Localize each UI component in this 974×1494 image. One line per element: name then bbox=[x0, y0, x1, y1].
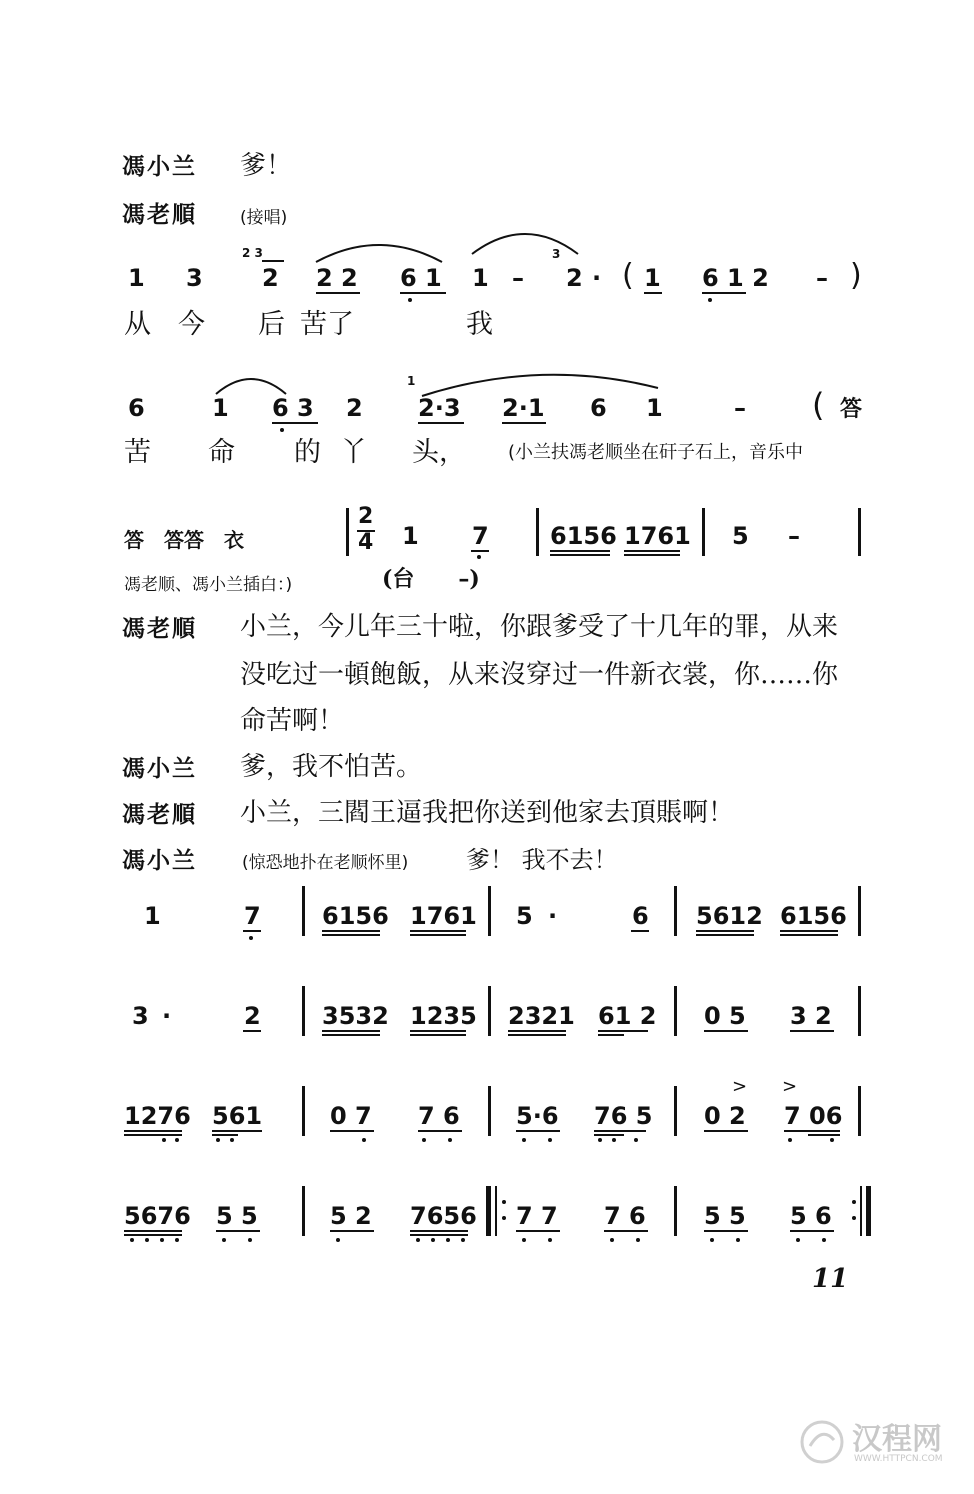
time-sig-bottom: 4 bbox=[358, 530, 374, 555]
underline bbox=[508, 1030, 566, 1032]
note: 1 bbox=[402, 522, 419, 550]
note: 3 bbox=[132, 1002, 149, 1030]
grace-note: 1 bbox=[407, 374, 416, 388]
underline bbox=[550, 550, 610, 552]
lyric: 我 bbox=[466, 309, 493, 340]
octave-dot bbox=[612, 1138, 616, 1142]
octave-dot bbox=[796, 1238, 800, 1242]
underline bbox=[780, 930, 838, 932]
underline bbox=[212, 1134, 238, 1136]
octave-dot bbox=[610, 1238, 614, 1242]
note: · bbox=[592, 264, 602, 292]
paren: ) bbox=[850, 258, 862, 293]
note: 2 bbox=[566, 264, 583, 292]
lyric: 今 bbox=[178, 309, 205, 340]
octave-dot bbox=[522, 1138, 526, 1142]
note: 2·1 bbox=[502, 394, 545, 422]
speaker-feng-xiaolan: 馮小兰 bbox=[122, 756, 197, 782]
dialogue-line: 没吃过一頓飽飯，从来沒穿过一件新衣裳，你……你 bbox=[240, 660, 839, 690]
note: 6 bbox=[590, 394, 607, 422]
note: 6 bbox=[128, 394, 145, 422]
stage-text: (台 –) bbox=[382, 566, 480, 592]
octave-dot bbox=[446, 1238, 450, 1242]
page-number: 11 bbox=[812, 1264, 849, 1294]
octave-dot bbox=[336, 1238, 340, 1242]
octave-dot bbox=[175, 1138, 179, 1142]
underline bbox=[216, 1230, 260, 1232]
paren: ( bbox=[622, 258, 634, 293]
underline bbox=[631, 930, 649, 932]
watermark bbox=[796, 1412, 966, 1482]
note: – bbox=[788, 522, 800, 550]
underline bbox=[418, 422, 464, 424]
dialogue-line: 小兰，三閻王逼我把你送到他家去頂賬啊！ bbox=[240, 798, 735, 828]
note: 0 7 bbox=[330, 1102, 372, 1130]
accent-mark: > bbox=[732, 1076, 748, 1097]
barline bbox=[302, 1186, 305, 1236]
octave-dot bbox=[162, 1138, 166, 1142]
underline bbox=[124, 1134, 182, 1136]
note: 5 bbox=[516, 902, 533, 930]
note: 1 bbox=[646, 394, 663, 422]
speaker-feng-laoshun: 馮老順 bbox=[122, 616, 197, 642]
dialogue-line: 小兰，今儿年三十啦，你跟爹受了十几年的罪，从来 bbox=[240, 612, 839, 642]
lyric: 命 bbox=[208, 437, 235, 468]
watermark-url: WWW.HTTPCN.COM bbox=[854, 1454, 943, 1464]
octave-dot bbox=[636, 1238, 640, 1242]
underline bbox=[124, 1230, 182, 1232]
underline bbox=[243, 930, 261, 932]
underline bbox=[624, 550, 680, 552]
underline bbox=[594, 1130, 646, 1132]
note: – bbox=[816, 264, 828, 292]
underline bbox=[272, 422, 318, 424]
octave-dot bbox=[175, 1238, 179, 1242]
note: 0 2 bbox=[704, 1102, 746, 1130]
octave-dot bbox=[736, 1238, 740, 1242]
barline bbox=[346, 508, 349, 556]
note: 1 bbox=[144, 902, 161, 930]
octave-dot bbox=[249, 936, 253, 940]
octave-dot bbox=[248, 1238, 252, 1242]
accent-mark: > bbox=[782, 1076, 798, 1097]
note: 5676 bbox=[124, 1202, 191, 1230]
octave-dot bbox=[708, 298, 712, 302]
underline bbox=[604, 1230, 648, 1232]
stage-direction: 馮老顺、馮小兰插白：) bbox=[124, 575, 293, 595]
repeat-thin-barline bbox=[495, 1186, 497, 1236]
barline bbox=[302, 986, 305, 1036]
note: · bbox=[548, 902, 558, 930]
grace-note: 2 3 bbox=[242, 246, 263, 260]
octave-dot bbox=[216, 1138, 220, 1142]
underline bbox=[124, 1234, 182, 1236]
note: 0 5 bbox=[704, 1002, 746, 1030]
barline bbox=[858, 1086, 861, 1136]
note: 7 6 bbox=[604, 1202, 646, 1230]
speaker-feng-xiaolan: 馮小兰 bbox=[122, 848, 197, 874]
barline bbox=[674, 1186, 677, 1236]
watermark-logo-icon bbox=[796, 1416, 848, 1468]
note: 2·3 bbox=[418, 394, 461, 422]
note: – bbox=[734, 394, 746, 422]
octave-dot bbox=[448, 1138, 452, 1142]
note: 5 2 bbox=[330, 1202, 372, 1230]
octave-dot bbox=[477, 555, 481, 559]
note: 2 bbox=[244, 1002, 261, 1030]
note: 7 06 bbox=[784, 1102, 843, 1130]
note: 7 7 bbox=[516, 1202, 558, 1230]
octave-dot bbox=[230, 1138, 234, 1142]
underline bbox=[418, 1130, 462, 1132]
underline bbox=[704, 1230, 748, 1232]
note: 2 2 bbox=[316, 264, 358, 292]
underline bbox=[322, 934, 380, 936]
stage-direction: (接唱) bbox=[240, 208, 288, 228]
underline bbox=[780, 934, 838, 936]
repeat-dot bbox=[852, 1200, 856, 1204]
underline bbox=[410, 1230, 468, 1232]
stage-text: 答 答答 衣 bbox=[124, 528, 244, 552]
note: 6 1 bbox=[400, 264, 442, 292]
stage-direction: (小兰扶馮老顺坐在矸子石上，音乐中 bbox=[508, 442, 804, 463]
barline bbox=[488, 986, 491, 1036]
barline bbox=[488, 1086, 491, 1136]
note: 6156 bbox=[550, 522, 617, 550]
note: 5 5 bbox=[216, 1202, 258, 1230]
octave-dot bbox=[822, 1238, 826, 1242]
paren: ( bbox=[812, 386, 825, 424]
underline bbox=[410, 1034, 466, 1036]
note: 1 bbox=[472, 264, 489, 292]
underline bbox=[410, 930, 466, 932]
slur bbox=[214, 374, 288, 396]
note: 7 bbox=[472, 522, 489, 550]
note: 3532 bbox=[322, 1002, 389, 1030]
underline bbox=[594, 1134, 624, 1136]
stage-direction: (惊恐地扑在老顺怀里) bbox=[242, 853, 409, 873]
octave-dot bbox=[160, 1238, 164, 1242]
lyric: 丫 bbox=[340, 437, 367, 468]
underline bbox=[598, 1030, 648, 1032]
lyric: 苦 bbox=[124, 437, 151, 468]
underline bbox=[316, 292, 360, 294]
slur bbox=[420, 374, 660, 398]
underline bbox=[516, 1230, 560, 1232]
note: 76 5 bbox=[594, 1102, 653, 1130]
grace-note: 3 bbox=[552, 247, 561, 261]
barline bbox=[674, 1086, 677, 1136]
octave-dot bbox=[222, 1238, 226, 1242]
note: 5 bbox=[732, 522, 749, 550]
underline bbox=[516, 1130, 560, 1132]
underline bbox=[704, 1030, 748, 1032]
repeat-dot bbox=[852, 1216, 856, 1220]
lyric: 苦了 bbox=[300, 309, 354, 340]
underline bbox=[410, 1030, 466, 1032]
octave-dot bbox=[130, 1238, 134, 1242]
note: 1235 bbox=[410, 1002, 477, 1030]
dialogue-line: 爹！ 我不去！ bbox=[466, 846, 618, 874]
note: 5 5 bbox=[704, 1202, 746, 1230]
note: 6 3 bbox=[272, 394, 314, 422]
watermark-text: 汉程网 bbox=[852, 1422, 942, 1457]
note: – bbox=[512, 264, 524, 292]
note: 6 bbox=[632, 902, 649, 930]
note: 7 bbox=[244, 902, 261, 930]
octave-dot bbox=[548, 1138, 552, 1142]
note: 6156 bbox=[780, 902, 847, 930]
note: 2 bbox=[262, 264, 279, 292]
note: 1 bbox=[128, 264, 145, 292]
note: 3 bbox=[186, 264, 203, 292]
slur bbox=[470, 228, 580, 256]
note: 6 1 2 bbox=[702, 264, 769, 292]
barline bbox=[858, 986, 861, 1036]
underline bbox=[400, 292, 446, 294]
speaker-feng-laoshun: 馮老順 bbox=[122, 202, 197, 228]
underline bbox=[598, 1034, 624, 1036]
note: 1761 bbox=[624, 522, 691, 550]
octave-dot bbox=[431, 1238, 435, 1242]
underline bbox=[322, 1030, 380, 1032]
octave-dot bbox=[830, 1138, 834, 1142]
octave-dot bbox=[710, 1238, 714, 1242]
note: 7656 bbox=[410, 1202, 477, 1230]
octave-dot bbox=[461, 1238, 465, 1242]
octave-dot bbox=[788, 1138, 792, 1142]
note: 2321 bbox=[508, 1002, 575, 1030]
barline bbox=[702, 508, 705, 556]
underline bbox=[330, 1130, 374, 1132]
barline bbox=[674, 986, 677, 1036]
note: 1 bbox=[212, 394, 229, 422]
underline bbox=[410, 1234, 468, 1236]
barline bbox=[302, 1086, 305, 1136]
lyric: 头， bbox=[412, 437, 466, 468]
note: 5612 bbox=[696, 902, 763, 930]
octave-dot bbox=[634, 1138, 638, 1142]
lyric: 从 bbox=[124, 309, 151, 340]
repeat-thick-barline bbox=[866, 1186, 871, 1236]
octave-dot bbox=[145, 1238, 149, 1242]
repeat-thin-barline bbox=[860, 1186, 862, 1236]
lyric: 的 bbox=[294, 437, 321, 468]
underline bbox=[808, 1134, 840, 1136]
repeat-thick-barline bbox=[486, 1186, 491, 1236]
octave-dot bbox=[362, 1138, 366, 1142]
underline bbox=[471, 550, 489, 552]
barline bbox=[858, 886, 861, 936]
underline bbox=[262, 260, 284, 262]
underline bbox=[550, 554, 610, 556]
note: 1 bbox=[644, 264, 661, 292]
speaker-feng-laoshun: 馮老順 bbox=[122, 802, 197, 828]
note: 2 bbox=[346, 394, 363, 422]
underline bbox=[322, 930, 380, 932]
underline bbox=[790, 1030, 834, 1032]
underline bbox=[243, 1030, 261, 1032]
barline bbox=[302, 886, 305, 936]
underline bbox=[508, 1034, 566, 1036]
underline bbox=[322, 1034, 380, 1036]
note: 5·6 bbox=[516, 1102, 559, 1130]
barline bbox=[674, 886, 677, 936]
note: 1276 bbox=[124, 1102, 191, 1130]
stage-word: 答 bbox=[840, 396, 863, 422]
note: 1761 bbox=[410, 902, 477, 930]
dialogue-line: 爹，我不怕苦。 bbox=[240, 752, 423, 782]
speaker-feng-xiaolan: 馮小兰 bbox=[122, 154, 197, 180]
underline bbox=[784, 1130, 840, 1132]
octave-dot bbox=[280, 428, 284, 432]
underline bbox=[410, 934, 466, 936]
underline bbox=[790, 1230, 834, 1232]
octave-dot bbox=[548, 1238, 552, 1242]
time-sig-top: 2 bbox=[358, 504, 374, 529]
octave-dot bbox=[598, 1138, 602, 1142]
octave-dot bbox=[422, 1138, 426, 1142]
note: 3 2 bbox=[790, 1002, 832, 1030]
octave-dot bbox=[522, 1238, 526, 1242]
note: 5 6 bbox=[790, 1202, 832, 1230]
lyric: 后 bbox=[258, 309, 285, 340]
underline bbox=[502, 422, 546, 424]
barline bbox=[536, 508, 539, 556]
octave-dot bbox=[416, 1238, 420, 1242]
slur bbox=[314, 240, 444, 264]
note: · bbox=[162, 1002, 172, 1030]
dialogue-line: 爹！ bbox=[240, 151, 293, 181]
note: 61 2 bbox=[598, 1002, 657, 1030]
octave-dot bbox=[408, 298, 412, 302]
underline bbox=[624, 554, 680, 556]
underline bbox=[696, 934, 754, 936]
note: 561 bbox=[212, 1102, 263, 1130]
underline bbox=[702, 292, 746, 294]
note: 7 6 bbox=[418, 1102, 460, 1130]
repeat-dot bbox=[502, 1216, 506, 1220]
repeat-dot bbox=[502, 1200, 506, 1204]
note: 6156 bbox=[322, 902, 389, 930]
underline bbox=[696, 930, 754, 932]
barline bbox=[488, 886, 491, 936]
underline bbox=[704, 1130, 748, 1132]
barline bbox=[858, 508, 861, 556]
underline bbox=[124, 1130, 182, 1132]
underline bbox=[330, 1230, 374, 1232]
underline bbox=[644, 292, 662, 294]
underline bbox=[212, 1130, 262, 1132]
dialogue-line: 命苦啊！ bbox=[240, 706, 345, 736]
